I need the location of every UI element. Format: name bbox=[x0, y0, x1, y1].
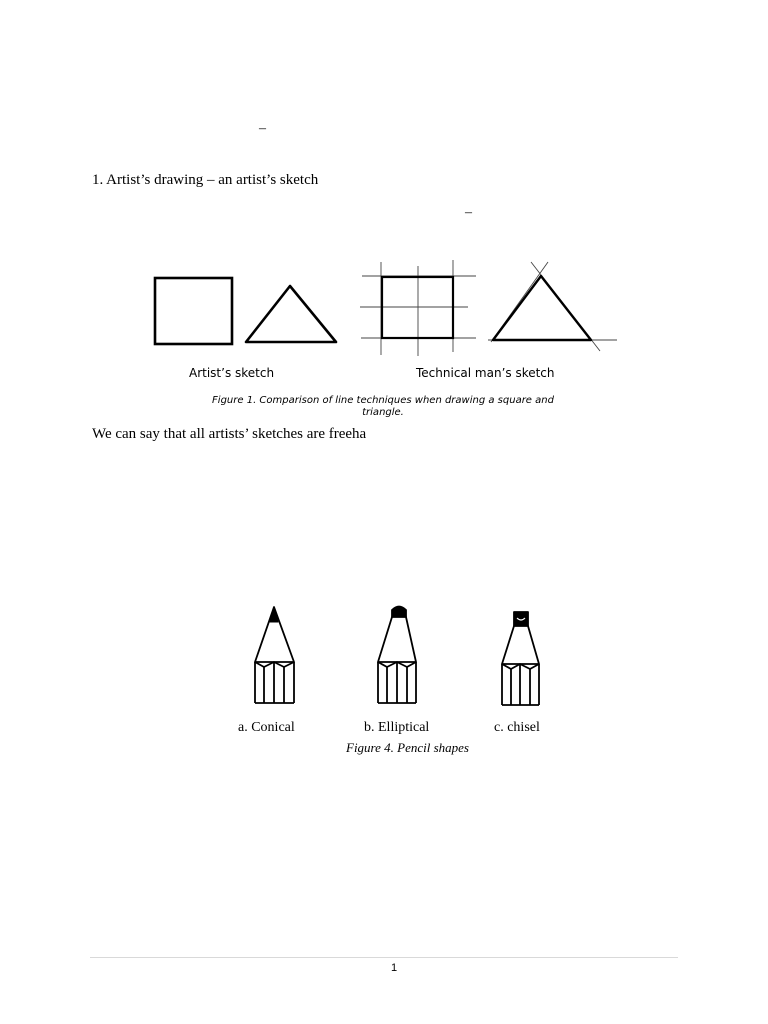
pencil-elliptical bbox=[378, 607, 416, 704]
figure-1-label-technical: Technical man’s sketch bbox=[416, 366, 555, 380]
figure-1-caption-line-1: Figure 1. Comparison of line techniques when drawing a square and bbox=[212, 395, 554, 406]
figure-4-caption: Figure 4. Pencil shapes bbox=[346, 740, 469, 755]
pencil-label-chisel: c. chisel bbox=[494, 720, 540, 735]
body-paragraph: We can say that all artists’ sketches are freeha bbox=[92, 426, 367, 442]
pencil-label-elliptical: b. Elliptical bbox=[364, 720, 430, 735]
pencil-chisel bbox=[502, 612, 539, 705]
footer-divider bbox=[90, 957, 678, 958]
stray-dash-middle: – bbox=[465, 205, 472, 220]
pencil-label-conical: a. Conical bbox=[238, 720, 295, 735]
figure-1-label-artist: Artist’s sketch bbox=[189, 366, 275, 380]
section-heading: 1. Artist’s drawing – an artist’s sketch bbox=[92, 172, 319, 188]
page-number: 1 bbox=[390, 962, 398, 974]
stray-dash-top: – bbox=[259, 121, 266, 136]
pencil-conical bbox=[255, 607, 294, 703]
figure-1-caption-line-2: triangle. bbox=[362, 407, 404, 418]
